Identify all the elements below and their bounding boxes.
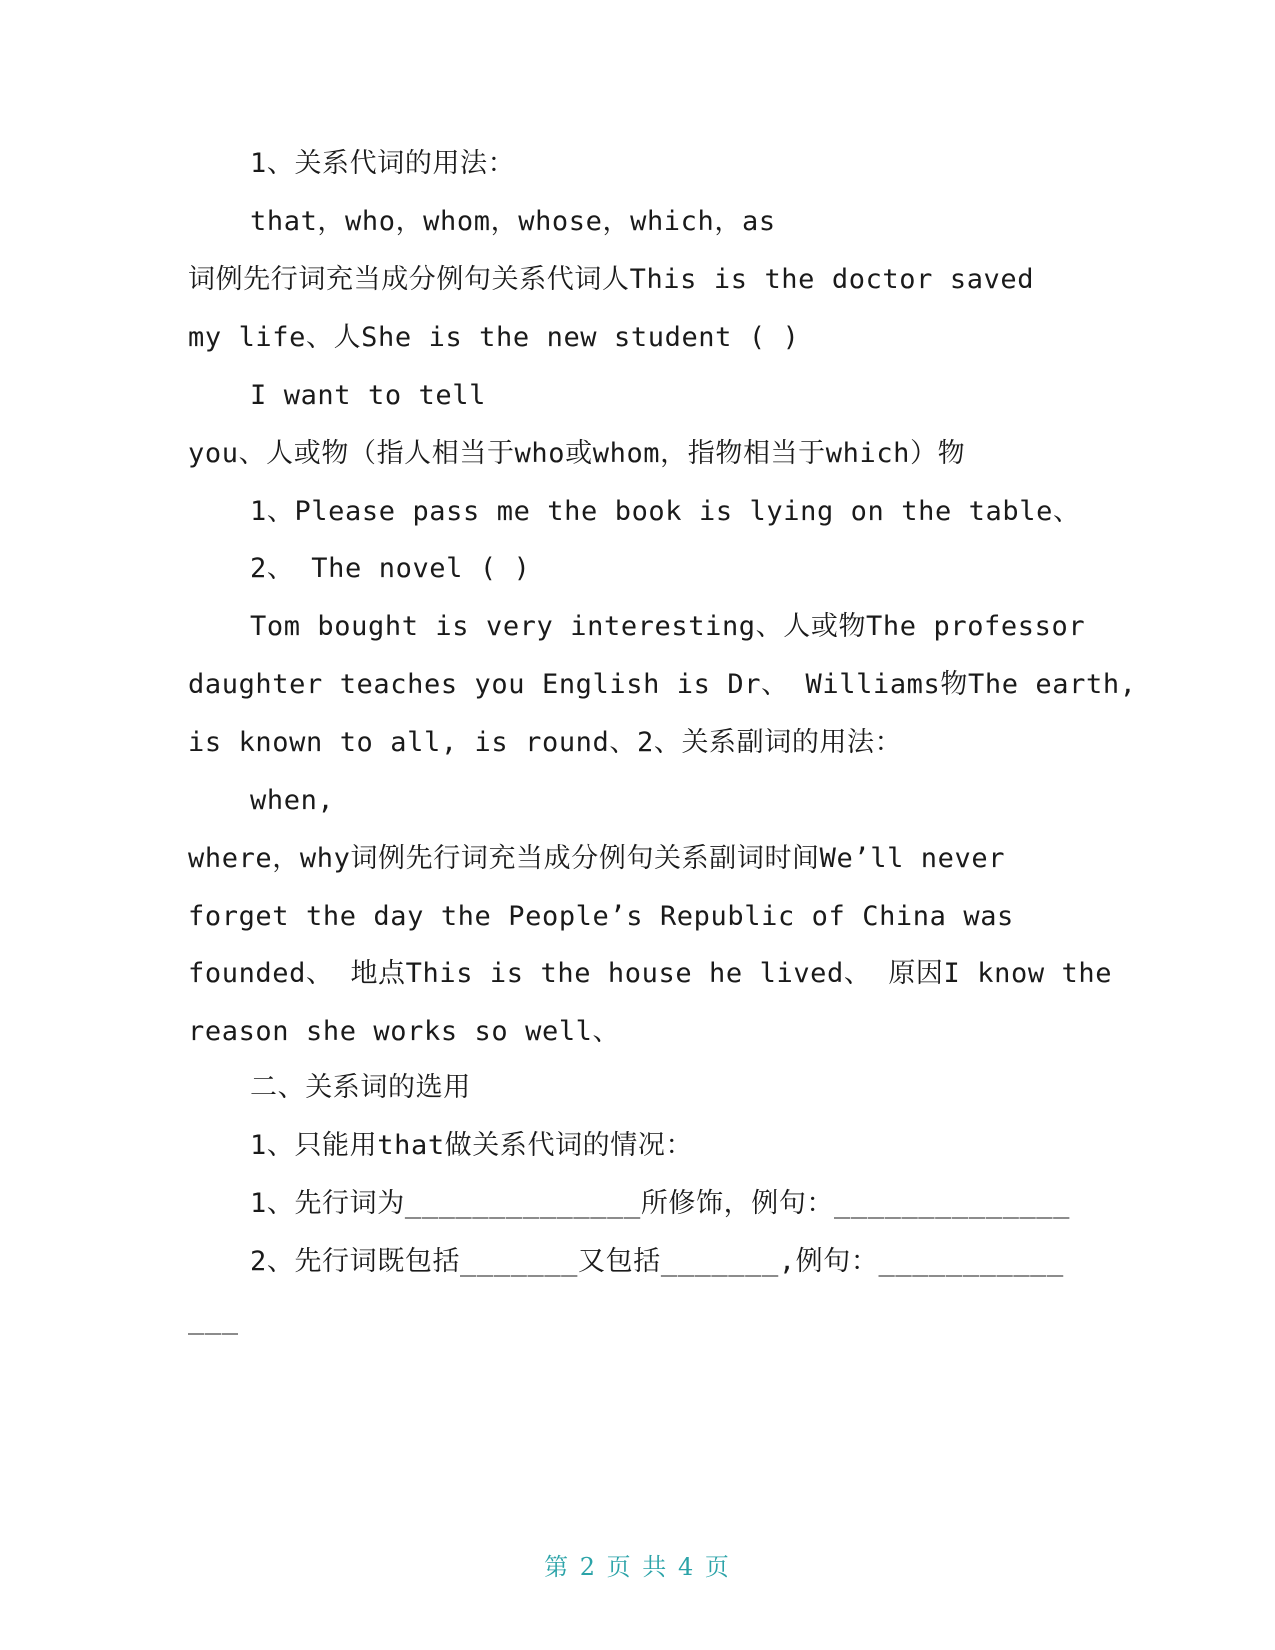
text-line: 词例先行词充当成分例句关系代词人This is the doctor saved bbox=[188, 264, 1035, 295]
text-line: founded、 地点This is the house he lived、 原因I know the bbox=[188, 958, 1113, 989]
section-heading: 二、关系词的选用 bbox=[250, 1072, 471, 1103]
text-line: forget the day the People’s Republic of China was bbox=[188, 901, 1014, 932]
page-number-footer: 第 2 页 共 4 页 bbox=[544, 1553, 731, 1581]
text-line: 1、关系代词的用法： bbox=[250, 148, 516, 179]
text-line: where，why词例先行词充当成分例句关系副词时间We’ll never bbox=[188, 843, 1006, 874]
text-line: that，who，whom，whose，which，as bbox=[250, 206, 776, 237]
text-line: I want to tell bbox=[250, 380, 486, 411]
text-line: Tom bought is very interesting、人或物The professor bbox=[250, 611, 1086, 642]
fill-in-line: ___ bbox=[188, 1304, 239, 1335]
text-line: 1、只能用that做关系代词的情况： bbox=[250, 1130, 694, 1161]
text-line: daughter teaches you English is Dr、 Williams物The earth, bbox=[188, 669, 1137, 700]
fill-in-line: 2、先行词既包括_______又包括_______,例句：___________ bbox=[250, 1246, 1064, 1277]
text-line: my life、人She is the new student ( ) bbox=[188, 322, 800, 353]
text-line: is known to all, is round、2、关系副词的用法： bbox=[188, 727, 903, 758]
text-line: reason she works so well、 bbox=[188, 1016, 621, 1047]
fill-in-line: 1、先行词为______________所修饰，例句：______________ bbox=[250, 1188, 1071, 1219]
text-line: when, bbox=[250, 785, 335, 816]
text-line: 2、 The novel ( ) bbox=[250, 553, 531, 584]
text-line: 1、Please pass me the book is lying on the table、 bbox=[250, 496, 1081, 527]
text-line: you、人或物（指人相当于who或whom，指物相当于which）物 bbox=[188, 438, 966, 469]
